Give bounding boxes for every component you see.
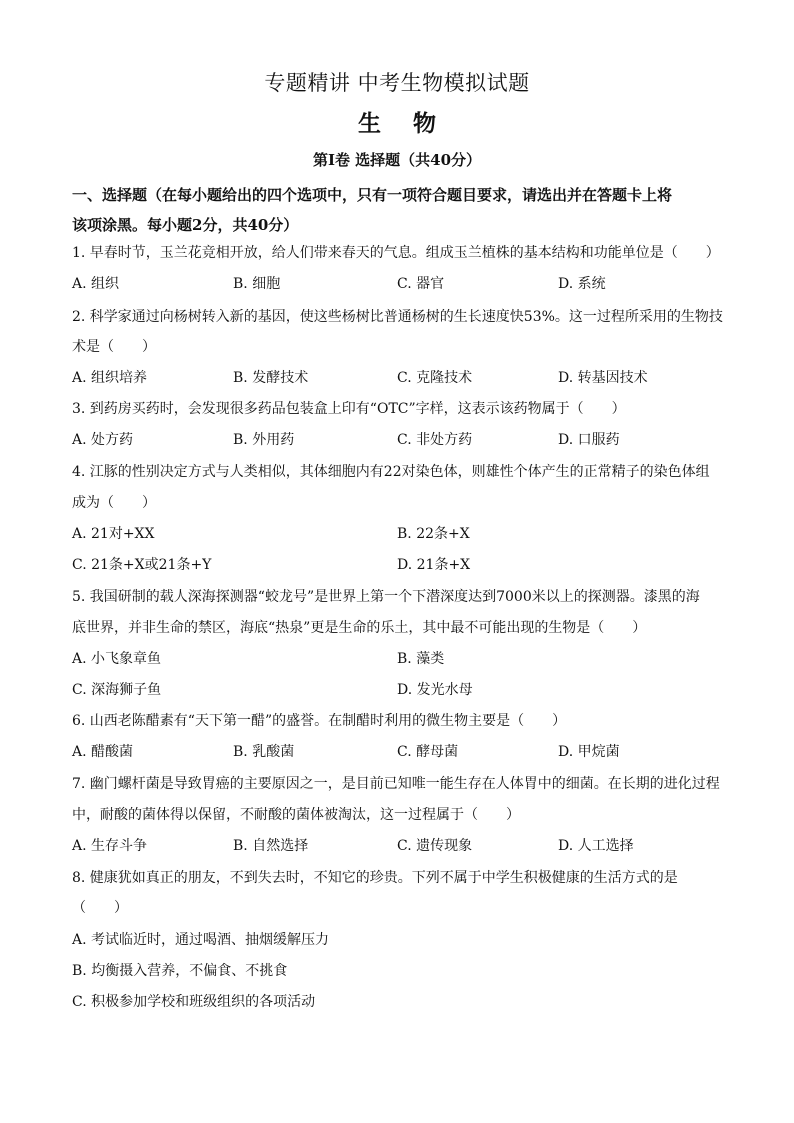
question-5-option-a: A. 小飞象章鱼	[72, 651, 162, 667]
section-instructions	[72, 180, 732, 240]
question-3-option-b: B. 外用药	[233, 432, 295, 448]
question-8-stem-line-2: （ ）	[72, 900, 128, 916]
question-4-option-b: B. 22条+X	[397, 526, 470, 542]
question-4-option-c: C. 21条+X或21条+Y	[72, 557, 212, 573]
question-4-option-d: D. 21条+X	[397, 557, 471, 573]
question-5-option-b: B. 藻类	[397, 651, 445, 667]
question-1-option-a: A. 组织	[72, 276, 120, 292]
exam-title: 专题精讲 中考生物模拟试题	[264, 71, 530, 95]
question-2-stem-line-2: 术是（ ）	[72, 339, 156, 355]
question-6-option-b: B. 乳酸菌	[233, 744, 295, 760]
question-5-stem-line-1: 5. 我国研制的载人深海探测器“蛟龙号”是世界上第一个下潜深度达到7000米以上的探测器。漆黑的海	[72, 589, 700, 605]
question-5-option-c: C. 深海狮子鱼	[72, 682, 162, 698]
question-2-option-d: D. 转基因技术	[558, 370, 648, 386]
question-6-option-d: D. 甲烷菌	[558, 744, 620, 760]
question-4-option-a: A. 21对+XX	[72, 526, 155, 542]
question-1-stem: 1. 早春时节，玉兰花竞相开放，给人们带来春天的气息。组成玉兰植株的基本结构和功能单位是（ ）	[72, 245, 720, 261]
question-2-option-c: C. 克隆技术	[397, 370, 473, 386]
question-7-option-a: A. 生存斗争	[72, 838, 148, 854]
question-6-option-c: C. 酵母菌	[397, 744, 459, 760]
question-2-option-b: B. 发酵技术	[233, 370, 309, 386]
question-3-stem: 3. 到药房买药时，会发现很多药品包装盒上印有“OTC”字样，这表示该药物属于（ ）	[72, 401, 626, 417]
question-7-option-d: D. 人工选择	[558, 838, 634, 854]
part-title: 第Ⅰ卷 选择题（共40分）	[312, 151, 482, 169]
question-1-option-d: D. 系统	[558, 276, 606, 292]
question-1-option-b: B. 细胞	[233, 276, 281, 292]
question-8-stem-line-1: 8. 健康犹如真正的朋友，不到失去时，不知它的珍贵。下列不属于中学生积极健康的生活方式的是	[72, 870, 678, 886]
question-3-option-d: D. 口服药	[558, 432, 620, 448]
question-7-stem-line-1: 7. 幽门螺杆菌是导致胃癌的主要原因之一，是目前已知唯一能生存在人体胃中的细菌。在长期的进化过程	[72, 776, 720, 792]
question-7-stem-line-2: 中，耐酸的菌体得以保留，不耐酸的菌体被淘汰，这一过程属于（ ）	[72, 807, 520, 823]
question-2-option-a: A. 组织培养	[72, 370, 148, 386]
section-instructions-line-2: 该项涂黑。每小题2分，共40分）	[72, 216, 299, 234]
question-4-stem-line-2: 成为（ ）	[72, 495, 156, 511]
question-5-option-d: D. 发光水母	[397, 682, 473, 698]
question-5-stem-line-2: 底世界，并非生命的禁区，海底“热泉”更是生命的乐土，其中最不可能出现的生物是（ ）	[72, 620, 647, 636]
question-4-stem-line-1: 4. 江豚的性别决定方式与人类相似，其体细胞内有22对染色体，则雄性个体产生的正常精子的染色体组	[72, 464, 710, 480]
question-6-stem: 6. 山西老陈醋素有“天下第一醋”的盛誉。在制醋时利用的微生物主要是（ ）	[72, 713, 567, 729]
question-8-option-c: C. 积极参加学校和班级组织的各项活动	[72, 994, 316, 1010]
question-3-option-c: C. 非处方药	[397, 432, 473, 448]
question-3-option-a: A. 处方药	[72, 432, 134, 448]
question-7-option-b: B. 自然选择	[233, 838, 309, 854]
question-6-option-a: A. 醋酸菌	[72, 744, 134, 760]
question-8-option-a: A. 考试临近时，通过喝酒、抽烟缓解压力	[72, 932, 330, 948]
section-instructions-line-1: 一、选择题（在每小题给出的四个选项中，只有一项符合题目要求，请选出并在答题卡上将	[72, 186, 673, 204]
question-7-option-c: C. 遗传现象	[397, 838, 473, 854]
question-1-option-c: C. 器官	[397, 276, 445, 292]
subject-heading: 生 物	[357, 110, 448, 137]
question-2-stem-line-1: 2. 科学家通过向杨树转入新的基因，使这些杨树比普通杨树的生长速度快53%。这一过程所采用的生物技	[72, 309, 723, 325]
question-8-option-b: B. 均衡摄入营养，不偏食、不挑食	[72, 963, 288, 979]
